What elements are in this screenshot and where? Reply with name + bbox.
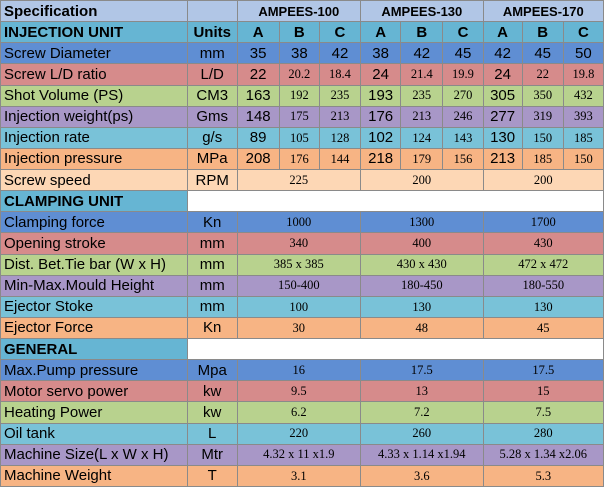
section-row-general — [1, 339, 604, 360]
row-unit: L/D — [187, 64, 237, 85]
value-cell: 180-550 — [483, 275, 603, 296]
value-cell: 430 x 430 — [361, 254, 483, 275]
row-label: Ejector Stoke — [1, 296, 188, 317]
table-title: Specification — [1, 1, 188, 22]
value-cell: 15 — [483, 381, 603, 402]
variant-header: C — [443, 22, 483, 43]
value-cell: 472 x 472 — [483, 254, 603, 275]
table-row — [1, 465, 604, 486]
value-cell: 340 — [237, 233, 361, 254]
section-title-injection: INJECTION UNIT — [1, 22, 188, 43]
row-unit: L — [187, 423, 237, 444]
table-row — [1, 444, 604, 465]
row-label: Clamping force — [1, 212, 188, 233]
value-cell: 176 — [361, 106, 401, 127]
value-cell: 35 — [237, 43, 279, 64]
value-cell: 130 — [483, 127, 522, 148]
value-cell: 213 — [483, 148, 522, 169]
table-row — [1, 127, 604, 148]
value-cell: 22 — [522, 64, 563, 85]
value-cell: 89 — [237, 127, 279, 148]
value-cell: 18.4 — [319, 64, 360, 85]
value-cell: 105 — [279, 127, 319, 148]
table-row — [1, 170, 604, 191]
table-row — [1, 85, 604, 106]
value-cell: 4.33 x 1.14 x1.94 — [361, 444, 483, 465]
value-cell: 42 — [401, 43, 443, 64]
units-header: Units — [187, 22, 237, 43]
value-cell: 319 — [522, 106, 563, 127]
value-cell: 185 — [522, 148, 563, 169]
value-cell: 270 — [443, 85, 483, 106]
row-unit: MPa — [187, 148, 237, 169]
row-unit: g/s — [187, 127, 237, 148]
table-row — [1, 43, 604, 64]
row-label: Max.Pump pressure — [1, 360, 188, 381]
header-row — [1, 1, 604, 22]
table-body — [1, 1, 604, 487]
table-row — [1, 275, 604, 296]
value-cell: 225 — [237, 170, 361, 191]
value-cell: 150-400 — [237, 275, 361, 296]
value-cell: 192 — [279, 85, 319, 106]
value-cell: 150 — [522, 127, 563, 148]
row-label: Shot Volume (PS) — [1, 85, 188, 106]
model-header: AMPEES-130 — [361, 1, 483, 22]
table-row — [1, 64, 604, 85]
value-cell: 38 — [361, 43, 401, 64]
value-cell: 393 — [563, 106, 603, 127]
value-cell: 5.28 x 1.34 x2.06 — [483, 444, 603, 465]
row-label: Ejector Force — [1, 317, 188, 338]
value-cell: 21.4 — [401, 64, 443, 85]
value-cell: 1300 — [361, 212, 483, 233]
value-cell: 1000 — [237, 212, 361, 233]
value-cell: 17.5 — [361, 360, 483, 381]
value-cell: 48 — [361, 317, 483, 338]
row-unit: mm — [187, 43, 237, 64]
value-cell: 38 — [279, 43, 319, 64]
row-label: Screw speed — [1, 170, 188, 191]
row-label: Screw Diameter — [1, 43, 188, 64]
row-unit: CM3 — [187, 85, 237, 106]
row-label: Injection rate — [1, 127, 188, 148]
section-row-injection — [1, 22, 604, 43]
table-row — [1, 212, 604, 233]
table-row — [1, 423, 604, 444]
table-row — [1, 296, 604, 317]
value-cell: 20.2 — [279, 64, 319, 85]
value-cell: 144 — [319, 148, 360, 169]
table-row — [1, 360, 604, 381]
table-row — [1, 233, 604, 254]
section-title-clamping: CLAMPING UNIT — [1, 191, 188, 212]
table-row — [1, 254, 604, 275]
value-cell: 305 — [483, 85, 522, 106]
row-label: Machine Weight — [1, 465, 188, 486]
value-cell: 200 — [361, 170, 483, 191]
row-label: Dist. Bet.Tie bar (W x H) — [1, 254, 188, 275]
row-label: Motor servo power — [1, 381, 188, 402]
value-cell: 5.3 — [483, 465, 603, 486]
value-cell: 175 — [279, 106, 319, 127]
value-cell: 277 — [483, 106, 522, 127]
table-row — [1, 317, 604, 338]
variant-header: A — [237, 22, 279, 43]
row-unit: kw — [187, 381, 237, 402]
value-cell: 179 — [401, 148, 443, 169]
variant-header: A — [483, 22, 522, 43]
row-unit: Kn — [187, 317, 237, 338]
value-cell: 3.1 — [237, 465, 361, 486]
value-cell: 193 — [361, 85, 401, 106]
value-cell: 1700 — [483, 212, 603, 233]
row-label: Opening stroke — [1, 233, 188, 254]
value-cell: 24 — [483, 64, 522, 85]
variant-header: C — [319, 22, 360, 43]
value-cell: 7.5 — [483, 402, 603, 423]
row-unit: mm — [187, 275, 237, 296]
value-cell: 17.5 — [483, 360, 603, 381]
value-cell: 128 — [319, 127, 360, 148]
value-cell: 19.8 — [563, 64, 603, 85]
value-cell: 176 — [279, 148, 319, 169]
value-cell: 6.2 — [237, 402, 361, 423]
value-cell: 385 x 385 — [237, 254, 361, 275]
value-cell: 148 — [237, 106, 279, 127]
row-unit: T — [187, 465, 237, 486]
value-cell: 246 — [443, 106, 483, 127]
value-cell: 185 — [563, 127, 603, 148]
value-cell: 130 — [483, 296, 603, 317]
value-cell: 180-450 — [361, 275, 483, 296]
section-blank — [187, 191, 603, 212]
value-cell: 260 — [361, 423, 483, 444]
row-label: Injection weight(ps) — [1, 106, 188, 127]
value-cell: 3.6 — [361, 465, 483, 486]
value-cell: 213 — [319, 106, 360, 127]
value-cell: 4.32 x 11 x1.9 — [237, 444, 361, 465]
value-cell: 22 — [237, 64, 279, 85]
row-unit: mm — [187, 254, 237, 275]
row-unit: RPM — [187, 170, 237, 191]
value-cell: 19.9 — [443, 64, 483, 85]
value-cell: 45 — [443, 43, 483, 64]
value-cell: 220 — [237, 423, 361, 444]
variant-header: B — [522, 22, 563, 43]
row-label: Machine Size(L x W x H) — [1, 444, 188, 465]
value-cell: 42 — [483, 43, 522, 64]
value-cell: 45 — [483, 317, 603, 338]
section-row-clamping — [1, 191, 604, 212]
row-label: Injection pressure — [1, 148, 188, 169]
row-label: Heating Power — [1, 402, 188, 423]
variant-header: C — [563, 22, 603, 43]
row-unit: kw — [187, 402, 237, 423]
value-cell: 400 — [361, 233, 483, 254]
value-cell: 430 — [483, 233, 603, 254]
value-cell: 235 — [319, 85, 360, 106]
value-cell: 50 — [563, 43, 603, 64]
value-cell: 45 — [522, 43, 563, 64]
value-cell: 30 — [237, 317, 361, 338]
section-title-general: GENERAL — [1, 339, 188, 360]
row-unit: Gms — [187, 106, 237, 127]
model-header: AMPEES-100 — [237, 1, 361, 22]
model-header: AMPEES-170 — [483, 1, 603, 22]
section-blank — [187, 339, 603, 360]
row-unit: Mpa — [187, 360, 237, 381]
value-cell: 280 — [483, 423, 603, 444]
value-cell: 102 — [361, 127, 401, 148]
variant-header: B — [401, 22, 443, 43]
value-cell: 208 — [237, 148, 279, 169]
row-label: Min-Max.Mould Height — [1, 275, 188, 296]
value-cell: 16 — [237, 360, 361, 381]
value-cell: 156 — [443, 148, 483, 169]
table-row — [1, 106, 604, 127]
table-row — [1, 148, 604, 169]
header-blank — [187, 1, 237, 22]
value-cell: 130 — [361, 296, 483, 317]
table-row — [1, 402, 604, 423]
value-cell: 163 — [237, 85, 279, 106]
value-cell: 213 — [401, 106, 443, 127]
value-cell: 7.2 — [361, 402, 483, 423]
row-unit: mm — [187, 233, 237, 254]
row-unit: Kn — [187, 212, 237, 233]
value-cell: 143 — [443, 127, 483, 148]
value-cell: 24 — [361, 64, 401, 85]
value-cell: 432 — [563, 85, 603, 106]
value-cell: 350 — [522, 85, 563, 106]
variant-header: B — [279, 22, 319, 43]
value-cell: 235 — [401, 85, 443, 106]
variant-header: A — [361, 22, 401, 43]
row-label: Screw L/D ratio — [1, 64, 188, 85]
table-row — [1, 381, 604, 402]
value-cell: 13 — [361, 381, 483, 402]
value-cell: 218 — [361, 148, 401, 169]
value-cell: 100 — [237, 296, 361, 317]
row-unit: mm — [187, 296, 237, 317]
value-cell: 200 — [483, 170, 603, 191]
row-unit: Mtr — [187, 444, 237, 465]
value-cell: 9.5 — [237, 381, 361, 402]
row-label: Oil tank — [1, 423, 188, 444]
value-cell: 42 — [319, 43, 360, 64]
value-cell: 124 — [401, 127, 443, 148]
value-cell: 150 — [563, 148, 603, 169]
